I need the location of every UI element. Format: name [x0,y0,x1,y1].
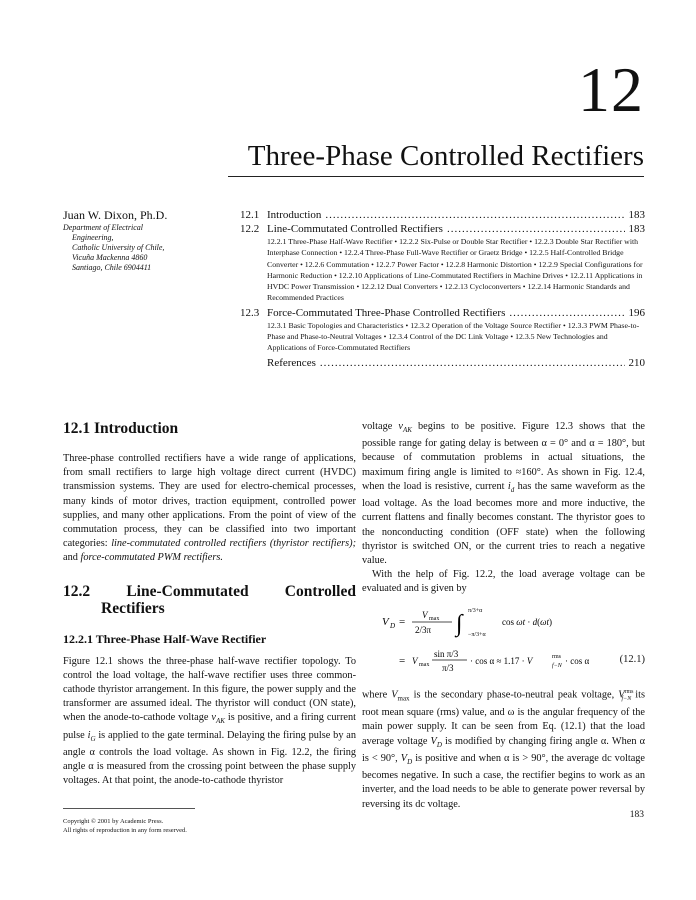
svg-text:f−N: f−N [552,662,562,669]
svg-text:D: D [390,621,396,630]
svg-text:π/3+α: π/3+α [468,607,483,614]
svg-text:=: = [399,654,406,667]
equation-formula [362,597,645,675]
paragraph: where $V_{max}$ is the secondary phase-to-neutral peak voltage, $V^{rms}_{f-N}$ its root mean square (rms) value, and ω is the angular frequency of the main power supply. It can be seen from Eq. (12.1) that the load average voltage $V_D$ is modified by changing firing angle α. When α is < 90°, $V_D$ is positive and when α is > 90°, the average dc voltage becomes negative. In such a case, the rectifier begins to work as an inverter, and the load needs to be able to generate power reversal by reversing its dc voltage. [362,688,645,810]
affiliation-line: Vicuña Mackenna 4860 [72,253,148,262]
toc-title: Introduction [267,209,322,221]
svg-text:max: max [429,615,440,622]
svg-text:cos ωt · d(ωt): cos ωt · d(ωt) [502,616,552,627]
toc-number: 12.2 [240,223,260,235]
author-affiliation [63,223,223,273]
svg-text:=: = [399,615,406,628]
toc-number: 12.3 [240,306,260,319]
toc-subsections: 12.2.1 Three-Phase Half-Wave Rectifier • 12.2.2 Six-Pulse or Double Star Rectifier • 12.2.3 Double Star Rectifier with Interphase Connection • 12.2.4 Three-Phase Full-Wave Rectifier or Graetz Bridge • 12.2.5 Half-Controlled Bridge Converter • 12.2.6 Commutation • 12.2.7 Power Factor • 12.2.8 Harmonic Distortion • 12.2.9 Special Configurations for Harmonic Reduction • 12.2.10 Applications of Line-Commutated Rectifiers in Machine Drives • 12.2.11 Applications in HVDC Power Transmission • 12.2.12 Dual Converters • 12.2.13 Cycloconverters • 12.2.14 Harmonic Standards and Recommended Practices [267,237,643,303]
title-rule [228,176,644,177]
paragraph: Three-phase controlled rectifiers have a wide range of applications, from small rectifiers to large high voltage direct current (HVDC) transmission systems. They are used for electro-chemical processes, many kinds of motor drives, traction equipment, controlled power supplies, and many other applications. From the point of view of the commutation process, they can be classified into two important categories: line-commutated controlled rectifiers (thyristor rectifiers); and force-commutated PWM rectifiers. [63,453,357,564]
copyright-notice [63,817,187,835]
svg-text:sin π/3: sin π/3 [434,648,459,659]
section-heading: 12.2 Line-Commutated Controlled Rectifiers [63,582,356,617]
svg-text:rms: rms [552,653,561,660]
toc-entry[interactable] [240,208,645,222]
toc-title: Force-Commutated Three-Phase Controlled Rectifiers [267,306,506,319]
paragraph: Figure 12.1 shows the three-phase half-wave rectifier topology. To control the load voltage, the half-wave rectifier uses three common-cathode thyristor arrangement. In this figure, the power supply and the transformer are assumed ideal. The thyristor will conduct (ON state), when the anode-to-cathode voltage $v_{AK}$ is positive, and a firing current pulse $i_G$ is applied to the gate terminal. Delaying the firing pulse by an angle α controls the load voltage. As shown in Fig. 12.2, the firing angle α is measured from the crossing point between the phase supply voltages. At that point, the anode-to-cathode thyristor [63,655,357,787]
svg-text:2/3π: 2/3π [415,624,432,635]
toc-number: 12.1 [240,209,260,221]
svg-text:V: V [412,655,418,666]
subsection-heading: 12.2.1 Three-Phase Half-Wave Rectifier [63,631,267,646]
toc-subsections: 12.3.1 Basic Topologies and Characteristics • 12.3.2 Operation of the Voltage Source Rectifier • 12.3.3 PWM Phase-to-Phase and Phase-to-Neutral Voltages • 12.3.4 Control of the DC Link Voltage • 12.3.5 New Technologies and Applications of Force-Commutated Rectifiers [267,320,640,353]
svg-text:V: V [422,609,428,620]
toc-page: 196 [628,306,645,319]
affiliation-line: Department of Electrical [63,223,143,232]
author-name: Juan W. Dixon, Ph.D. [63,208,168,222]
footnote-rule [63,808,195,809]
toc-page: 210 [628,356,645,369]
toc-title: Line-Commutated Controlled Rectifiers [267,223,443,235]
paragraph: With the help of Fig. 12.2, the load average voltage can be evaluated and is given by [362,569,645,595]
toc-leader [447,222,625,236]
author-block [63,208,223,273]
toc-entry[interactable] [240,222,645,236]
svg-text:· cos α: · cos α [565,655,590,666]
copyright-line: All rights of reproduction in any form reserved. [63,827,187,834]
chapter-number: 12 [578,54,644,125]
svg-text:π/3: π/3 [442,662,454,673]
equation-number: (12.1) [619,653,645,665]
left-column [63,420,356,789]
chapter-title: Three-Phase Controlled Rectifiers [247,140,644,172]
svg-text:∫: ∫ [456,610,463,637]
affiliation-line: Santiago, Chile 6904411 [72,263,152,272]
toc-title: References [267,356,316,369]
paragraph: voltage $v_{AK}$ begins to be positive. Figure 12.3 shows that the possible range for gating delay is between α = 0° and α = 180°, but because of commutation problems in actual situations, the maximum firing angle is limited to ≈160°. As shown in Fig. 12.4, when the load is resistive, current $i_d$ has the same waveform as the load voltage. As the load becomes more and more inductive, the current flattens and finally becomes constant. The thyristor goes to the nonconducting condition (OFF state) when the following thyristor is switched ON, or the current tries to reach a negative value. [362,421,645,566]
svg-text:−π/3+α: −π/3+α [468,631,486,638]
toc-page: 183 [628,209,645,221]
equation [362,597,645,675]
toc-leader [509,306,624,320]
affiliation-line: Catholic University of Chile, [72,243,165,252]
toc-entry-references[interactable] [240,356,645,370]
toc-leader [325,208,624,222]
copyright-line: Copyright © 2001 by Academic Press. [63,818,164,825]
page-number: 183 [629,810,644,820]
right-column [362,420,645,812]
svg-text:V: V [382,615,389,628]
svg-text:max: max [419,661,430,668]
svg-text:· cos α ≈ 1.17 · V: · cos α ≈ 1.17 · V [470,655,533,666]
toc-page: 183 [628,223,645,235]
table-of-contents [240,208,645,370]
toc-entry[interactable] [240,306,645,320]
toc-leader [320,356,625,370]
section-heading: 12.1 Introduction [63,420,179,437]
affiliation-line: Engineering, [72,233,114,242]
